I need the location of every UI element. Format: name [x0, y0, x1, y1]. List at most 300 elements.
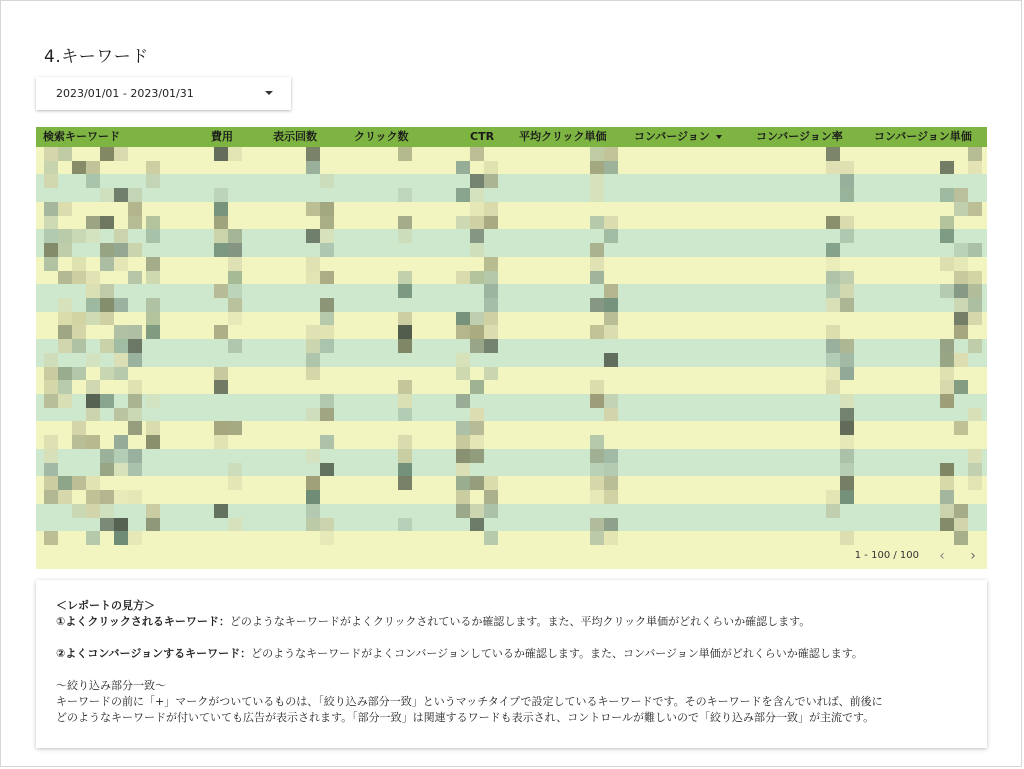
redacted-cell	[590, 518, 604, 532]
redacted-cell	[214, 380, 228, 394]
redacted-cell	[590, 490, 604, 504]
column-header-keyword[interactable]: 検索キーワード	[43, 130, 120, 143]
redacted-cell	[114, 518, 128, 532]
redacted-cell	[940, 490, 954, 504]
redacted-cell	[954, 518, 968, 532]
redacted-cell	[86, 394, 100, 408]
redacted-cell	[456, 421, 470, 435]
redacted-cell	[590, 174, 604, 188]
redacted-cell	[470, 312, 484, 326]
redacted-cell	[58, 490, 72, 504]
guide-line2: どのようなキーワードが付いていても広告が表示されます。「部分一致」は関連するワードも表示され、コントロールが難しいので「絞り込み部分一致」が主流です。	[56, 711, 875, 724]
redacted-cell	[86, 380, 100, 394]
redacted-cell	[398, 147, 412, 161]
redacted-cell	[456, 490, 470, 504]
redacted-cell	[840, 353, 854, 367]
redacted-cell	[940, 504, 954, 518]
redacted-cell	[398, 339, 412, 353]
redacted-cell	[954, 504, 968, 518]
redacted-cell	[58, 367, 72, 381]
redacted-cell	[456, 325, 470, 339]
redacted-cell	[72, 229, 86, 243]
redacted-cell	[470, 174, 484, 188]
column-header-impressions[interactable]: 表示回数	[273, 130, 317, 143]
redacted-cell	[840, 408, 854, 422]
redacted-cell	[590, 435, 604, 449]
redacted-cell	[306, 271, 320, 285]
redacted-cell	[214, 202, 228, 216]
date-range-value: 2023/01/01 - 2023/01/31	[56, 87, 194, 100]
redacted-cell	[44, 531, 58, 545]
redacted-cell	[826, 380, 840, 394]
redacted-cell	[320, 229, 334, 243]
table-row[interactable]	[36, 339, 987, 353]
table-row[interactable]	[36, 188, 987, 202]
date-range-picker[interactable]	[36, 77, 291, 110]
table-row[interactable]	[36, 435, 987, 449]
redacted-cell	[86, 312, 100, 326]
redacted-cell	[840, 367, 854, 381]
redacted-cell	[86, 504, 100, 518]
redacted-cell	[100, 367, 114, 381]
redacted-cell	[826, 298, 840, 312]
column-header-conversions[interactable]: コンバージョン	[634, 127, 722, 147]
table-row[interactable]	[36, 353, 987, 367]
redacted-cell	[604, 463, 618, 477]
table-row[interactable]	[36, 271, 987, 285]
chevron-left-icon[interactable]: ‹	[939, 548, 945, 564]
redacted-cell	[940, 463, 954, 477]
redacted-cell	[306, 161, 320, 175]
table-row[interactable]	[36, 216, 987, 230]
redacted-cell	[128, 325, 142, 339]
redacted-cell	[590, 531, 604, 545]
redacted-cell	[470, 325, 484, 339]
redacted-cell	[86, 435, 100, 449]
redacted-cell	[320, 531, 334, 545]
redacted-cell	[470, 147, 484, 161]
redacted-cell	[940, 188, 954, 202]
redacted-cell	[228, 243, 242, 257]
redacted-cell	[146, 161, 160, 175]
redacted-cell	[590, 216, 604, 230]
redacted-cell	[940, 284, 954, 298]
redacted-cell	[604, 298, 618, 312]
table-row[interactable]	[36, 284, 987, 298]
redacted-cell	[72, 325, 86, 339]
redacted-cell	[604, 161, 618, 175]
redacted-cell	[306, 408, 320, 422]
redacted-cell	[100, 394, 114, 408]
redacted-cell	[968, 284, 982, 298]
redacted-cell	[826, 243, 840, 257]
redacted-cell	[840, 435, 854, 449]
redacted-cell	[306, 353, 320, 367]
column-header-cost[interactable]: 費用	[211, 130, 233, 143]
redacted-cell	[58, 147, 72, 161]
redacted-cell	[470, 271, 484, 285]
redacted-cell	[840, 421, 854, 435]
redacted-cell	[968, 476, 982, 490]
redacted-cell	[100, 504, 114, 518]
guide-sub-heading: 〜絞り込み部分一致〜	[56, 679, 166, 692]
redacted-cell	[840, 271, 854, 285]
redacted-cell	[840, 298, 854, 312]
redacted-cell	[940, 353, 954, 367]
redacted-cell	[484, 476, 498, 490]
redacted-cell	[398, 449, 412, 463]
redacted-cell	[100, 188, 114, 202]
redacted-cell	[58, 298, 72, 312]
redacted-cell	[72, 271, 86, 285]
redacted-cell	[456, 435, 470, 449]
redacted-cell	[470, 243, 484, 257]
table-row[interactable]	[36, 243, 987, 257]
redacted-cell	[456, 394, 470, 408]
redacted-cell	[320, 518, 334, 532]
redacted-cell	[826, 161, 840, 175]
redacted-cell	[114, 188, 128, 202]
redacted-cell	[100, 257, 114, 271]
redacted-cell	[940, 257, 954, 271]
redacted-cell	[100, 243, 114, 257]
redacted-cell	[940, 339, 954, 353]
redacted-cell	[128, 216, 142, 230]
redacted-cell	[128, 408, 142, 422]
redacted-cell	[44, 367, 58, 381]
redacted-cell	[86, 271, 100, 285]
redacted-cell	[44, 257, 58, 271]
redacted-cell	[306, 202, 320, 216]
redacted-cell	[398, 476, 412, 490]
redacted-cell	[100, 449, 114, 463]
redacted-cell	[146, 421, 160, 435]
redacted-cell	[840, 339, 854, 353]
redacted-cell	[86, 531, 100, 545]
redacted-cell	[44, 394, 58, 408]
redacted-cell	[228, 229, 242, 243]
redacted-cell	[86, 229, 100, 243]
redacted-cell	[114, 463, 128, 477]
redacted-cell	[320, 298, 334, 312]
redacted-cell	[484, 284, 498, 298]
redacted-cell	[58, 312, 72, 326]
keyword-table	[36, 127, 987, 569]
redacted-cell	[114, 531, 128, 545]
redacted-cell	[470, 421, 484, 435]
table-row[interactable]	[36, 325, 987, 339]
redacted-cell	[968, 339, 982, 353]
redacted-cell	[58, 325, 72, 339]
redacted-cell	[72, 257, 86, 271]
redacted-cell	[840, 188, 854, 202]
redacted-cell	[590, 476, 604, 490]
redacted-cell	[306, 339, 320, 353]
caret-down-icon[interactable]	[265, 91, 273, 95]
redacted-cell	[114, 298, 128, 312]
redacted-cell	[86, 284, 100, 298]
redacted-cell	[128, 243, 142, 257]
redacted-cell	[604, 476, 618, 490]
redacted-cell	[954, 325, 968, 339]
redacted-cell	[44, 449, 58, 463]
redacted-cell	[72, 421, 86, 435]
redacted-cell	[128, 449, 142, 463]
redacted-cell	[100, 463, 114, 477]
redacted-cell	[470, 339, 484, 353]
redacted-cell	[320, 408, 334, 422]
column-header-cost-per-cv[interactable]: コンバージョン単価	[874, 130, 972, 143]
redacted-cell	[228, 284, 242, 298]
redacted-cell	[456, 367, 470, 381]
redacted-cell	[484, 367, 498, 381]
table-row[interactable]	[36, 229, 987, 243]
redacted-cell	[306, 504, 320, 518]
redacted-cell	[128, 339, 142, 353]
redacted-cell	[484, 339, 498, 353]
redacted-cell	[398, 463, 412, 477]
redacted-cell	[398, 312, 412, 326]
redacted-cell	[146, 298, 160, 312]
redacted-cell	[86, 353, 100, 367]
redacted-cell	[146, 504, 160, 518]
redacted-cell	[590, 257, 604, 271]
redacted-cell	[58, 271, 72, 285]
redacted-cell	[954, 257, 968, 271]
redacted-cell	[954, 380, 968, 394]
redacted-cell	[940, 518, 954, 532]
redacted-cell	[128, 463, 142, 477]
redacted-cell	[840, 174, 854, 188]
redacted-cell	[214, 188, 228, 202]
redacted-cell	[826, 339, 840, 353]
column-header-ctr[interactable]: CTR	[470, 130, 495, 143]
redacted-cell	[100, 339, 114, 353]
table-row[interactable]	[36, 504, 987, 518]
redacted-cell	[58, 339, 72, 353]
chevron-right-icon[interactable]: ›	[970, 548, 976, 564]
page-title: 4.キーワード	[44, 47, 149, 67]
redacted-cell	[484, 325, 498, 339]
redacted-cell	[398, 188, 412, 202]
redacted-cell	[306, 257, 320, 271]
redacted-cell	[484, 312, 498, 326]
redacted-cell	[128, 271, 142, 285]
redacted-cell	[954, 243, 968, 257]
redacted-cell	[456, 216, 470, 230]
redacted-cell	[826, 147, 840, 161]
redacted-cell	[840, 531, 854, 545]
redacted-cell	[484, 504, 498, 518]
redacted-cell	[940, 367, 954, 381]
redacted-cell	[72, 435, 86, 449]
redacted-cell	[826, 504, 840, 518]
redacted-cell	[320, 174, 334, 188]
redacted-cell	[58, 202, 72, 216]
redacted-cell	[214, 367, 228, 381]
redacted-cell	[44, 490, 58, 504]
redacted-cell	[146, 229, 160, 243]
redacted-cell	[484, 257, 498, 271]
table-row[interactable]	[36, 312, 987, 326]
redacted-cell	[826, 284, 840, 298]
redacted-cell	[214, 504, 228, 518]
redacted-cell	[604, 394, 618, 408]
redacted-cell	[398, 394, 412, 408]
redacted-cell	[114, 325, 128, 339]
redacted-cell	[968, 202, 982, 216]
redacted-cell	[590, 394, 604, 408]
redacted-cell	[320, 271, 334, 285]
redacted-cell	[146, 174, 160, 188]
redacted-cell	[146, 394, 160, 408]
redacted-cell	[826, 257, 840, 271]
pagination	[36, 545, 987, 569]
pagination-range: 1 - 100 / 100	[854, 550, 919, 561]
redacted-cell	[604, 408, 618, 422]
table-row[interactable]	[36, 449, 987, 463]
redacted-cell	[306, 367, 320, 381]
table-row[interactable]	[36, 394, 987, 408]
redacted-cell	[228, 271, 242, 285]
redacted-cell	[456, 188, 470, 202]
table-row[interactable]	[36, 380, 987, 394]
redacted-cell	[968, 463, 982, 477]
redacted-cell	[604, 312, 618, 326]
redacted-cell	[954, 284, 968, 298]
redacted-cell	[484, 298, 498, 312]
redacted-cell	[590, 188, 604, 202]
table-row[interactable]	[36, 421, 987, 435]
redacted-cell	[470, 518, 484, 532]
redacted-cell	[484, 271, 498, 285]
redacted-cell	[840, 216, 854, 230]
redacted-cell	[968, 271, 982, 285]
report-guide	[36, 580, 987, 748]
redacted-cell	[604, 325, 618, 339]
table-row[interactable]	[36, 531, 987, 545]
redacted-cell	[840, 490, 854, 504]
redacted-cell	[146, 435, 160, 449]
table-row[interactable]	[36, 408, 987, 422]
redacted-cell	[72, 504, 86, 518]
redacted-cell	[228, 339, 242, 353]
redacted-cell	[58, 243, 72, 257]
column-header-clicks[interactable]: クリック数	[354, 130, 409, 143]
redacted-cell	[398, 284, 412, 298]
redacted-cell	[968, 243, 982, 257]
table-row[interactable]	[36, 367, 987, 381]
redacted-cell	[398, 325, 412, 339]
redacted-cell	[44, 353, 58, 367]
redacted-cell	[306, 325, 320, 339]
table-row[interactable]	[36, 463, 987, 477]
table-row[interactable]	[36, 518, 987, 532]
redacted-cell	[86, 490, 100, 504]
redacted-cell	[456, 463, 470, 477]
table-row[interactable]	[36, 161, 987, 175]
redacted-cell	[128, 531, 142, 545]
table-row[interactable]	[36, 174, 987, 188]
guide-heading: ＜レポートの見方＞	[56, 599, 155, 612]
redacted-cell	[826, 353, 840, 367]
redacted-cell	[72, 339, 86, 353]
redacted-cell	[114, 353, 128, 367]
redacted-cell	[590, 325, 604, 339]
redacted-cell	[44, 463, 58, 477]
redacted-cell	[604, 531, 618, 545]
redacted-cell	[306, 490, 320, 504]
redacted-cell	[456, 271, 470, 285]
redacted-cell	[604, 229, 618, 243]
redacted-cell	[484, 531, 498, 545]
redacted-cell	[86, 216, 100, 230]
redacted-cell	[214, 325, 228, 339]
redacted-cell	[590, 449, 604, 463]
redacted-cell	[44, 147, 58, 161]
redacted-cell	[58, 380, 72, 394]
redacted-cell	[320, 394, 334, 408]
redacted-cell	[114, 435, 128, 449]
redacted-cell	[44, 202, 58, 216]
redacted-cell	[604, 449, 618, 463]
redacted-cell	[58, 229, 72, 243]
redacted-cell	[114, 229, 128, 243]
redacted-cell	[954, 271, 968, 285]
redacted-cell	[456, 312, 470, 326]
table-row[interactable]	[36, 476, 987, 490]
redacted-cell	[590, 271, 604, 285]
redacted-cell	[484, 161, 498, 175]
redacted-cell	[940, 161, 954, 175]
redacted-cell	[484, 216, 498, 230]
redacted-cell	[398, 408, 412, 422]
column-header-cv-rate[interactable]: コンバージョン率	[756, 130, 843, 143]
redacted-cell	[826, 490, 840, 504]
redacted-cell	[954, 298, 968, 312]
redacted-cell	[100, 298, 114, 312]
redacted-cell	[826, 271, 840, 285]
redacted-cell	[100, 284, 114, 298]
redacted-cell	[398, 435, 412, 449]
redacted-cell	[590, 243, 604, 257]
table-row[interactable]	[36, 298, 987, 312]
redacted-cell	[228, 476, 242, 490]
redacted-cell	[398, 229, 412, 243]
redacted-cell	[940, 394, 954, 408]
column-header-avg-cpc[interactable]: 平均クリック単価	[519, 130, 607, 143]
table-row[interactable]	[36, 202, 987, 216]
redacted-cell	[398, 518, 412, 532]
redacted-cell	[214, 147, 228, 161]
redacted-cell	[398, 216, 412, 230]
redacted-cell	[470, 229, 484, 243]
redacted-cell	[320, 216, 334, 230]
table-row[interactable]	[36, 147, 987, 161]
redacted-cell	[100, 518, 114, 532]
redacted-cell	[86, 161, 100, 175]
redacted-cell	[968, 449, 982, 463]
redacted-cell	[114, 339, 128, 353]
redacted-cell	[320, 339, 334, 353]
table-row[interactable]	[36, 257, 987, 271]
table-row[interactable]	[36, 490, 987, 504]
redacted-cell	[114, 257, 128, 271]
redacted-cell	[228, 147, 242, 161]
redacted-cell	[146, 216, 160, 230]
redacted-cell	[72, 476, 86, 490]
redacted-cell	[58, 476, 72, 490]
